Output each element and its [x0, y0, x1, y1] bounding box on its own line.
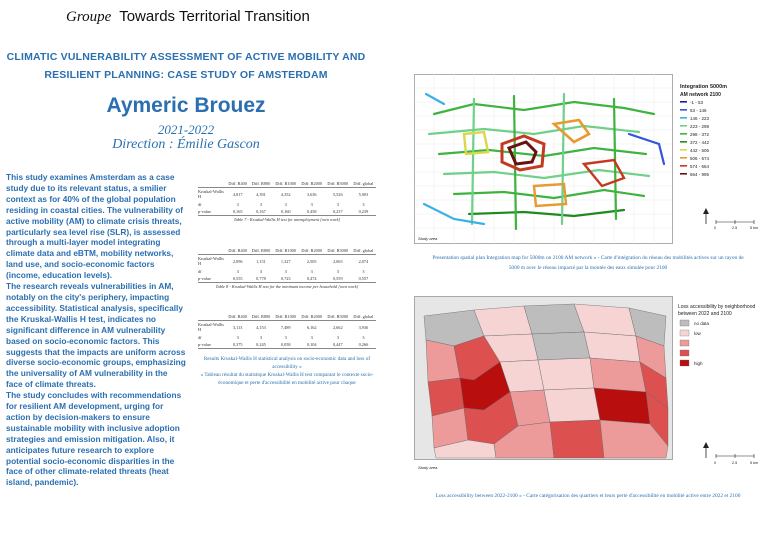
table-cell: 3,113	[232, 324, 243, 330]
column-header: Diff. R800	[249, 313, 272, 321]
column-header: Diff. R800	[249, 180, 272, 188]
legend-item	[680, 116, 710, 121]
table-row	[198, 275, 376, 283]
table-row	[198, 341, 376, 349]
table-cell: 4,817	[232, 191, 243, 197]
column-header: Diff. R400	[226, 313, 249, 321]
legend-item	[680, 108, 707, 113]
column-header: Diff. R5000	[325, 180, 351, 188]
table-row	[198, 267, 376, 274]
legend-title: Integration 5000m	[680, 84, 728, 90]
legend-item	[680, 360, 703, 366]
legend-label: 442 - 506	[690, 148, 710, 153]
legend-label: low	[694, 331, 701, 336]
organization-name: Towards Territorial Transition	[119, 8, 310, 25]
table-cell: 6,162	[306, 324, 317, 330]
legend-label: high	[694, 361, 703, 366]
table-row	[198, 188, 376, 201]
integration-map	[414, 74, 762, 244]
table-cell: 0,723	[273, 275, 299, 283]
map2-legend	[678, 304, 755, 366]
table-cell: 3	[259, 201, 263, 207]
loss-accessibility-map	[414, 296, 762, 474]
scale-label: 0	[714, 461, 717, 465]
supervisor: Direction : Émilie Gascon	[112, 137, 260, 152]
kruskal-table-education	[198, 313, 376, 349]
legend-subtitle: between 2022 and 2100	[678, 311, 732, 317]
table-cell: 2,074	[358, 258, 369, 264]
legend-label: 574 - 664	[690, 164, 710, 169]
study-area-label: Study area	[418, 465, 438, 470]
column-header: Diff. global	[351, 247, 376, 255]
north-arrow-icon	[703, 208, 709, 224]
table-cell: 3	[236, 334, 239, 340]
legend-label: 372 - 442	[690, 140, 710, 145]
column-header: Diff. R1000	[273, 180, 299, 188]
table-cell: 0,058	[273, 341, 299, 349]
column-header	[198, 247, 226, 255]
legend-label: -1 - 53	[690, 100, 704, 105]
column-header: Diff. R400	[226, 180, 249, 188]
table-row	[198, 200, 376, 207]
scale-bar	[714, 220, 758, 230]
tables-caption-fr: « Tableau résultat du statistique Kruskal-Wallis H test comparant le contexte socio-économique et perte d'accessibilité en mobilité active pour chaque	[200, 372, 374, 386]
table-cell: 0,237	[325, 208, 351, 216]
table-cell: 4,352	[280, 191, 291, 197]
author-name: Aymeric Brouez	[106, 94, 266, 117]
legend-item	[680, 132, 710, 137]
legend-label: 146 - 223	[690, 116, 710, 121]
row-label: df	[198, 201, 202, 207]
row-label: Kruskal-Wallis H	[198, 189, 224, 200]
table-cell: 0,167	[249, 208, 272, 216]
scale-label: 5 km	[750, 226, 759, 230]
legend-item	[680, 124, 710, 129]
table-cell: 3	[310, 268, 313, 274]
table-cell: 3	[362, 268, 365, 274]
group-label: Groupe	[66, 9, 112, 25]
table-cell: 3	[236, 268, 239, 274]
table-cell: 3	[336, 334, 339, 340]
kruskal-table-unemployment	[198, 180, 376, 222]
abstract-paragraph: The research reveals vulnerabilities in AM, notably on the city's periphery, impacting accessibility. Statistical analysis, specifically the Kruskal-Wallis H test, indicates no significant difference in AM vulnerability based on socio-economic factors. This suggests that the impacts are uniform across diverse socio-economic groups, emphasizing the universality of AM vulnerability in the face of climate threats.	[6, 281, 186, 390]
table-cell: 0,557	[351, 275, 376, 283]
column-header: Diff. R400	[226, 247, 249, 255]
table-cell: 3	[259, 334, 263, 340]
table-cell: 3	[336, 201, 339, 207]
scale-label: 5 km	[750, 461, 759, 465]
table-cell: 0,559	[325, 275, 351, 283]
legend-label: 506 - 574	[690, 156, 710, 161]
tables-summary-caption	[196, 355, 378, 387]
table-cell: 5,903	[358, 191, 369, 197]
map1-legend	[680, 84, 727, 177]
integration-map-caption	[412, 253, 764, 273]
legend-item	[680, 340, 689, 346]
thesis-title	[0, 48, 372, 84]
legend-item	[680, 350, 689, 356]
abstract-paragraph: The study concludes with recommendations for resilient AM development, urging for action by decision-makers to ensure sustainable mobility with inclusive adoption strategies and emission mitigation. Also, it anticipates future research to explore potential socio-economic disparities in the face of other climate-related threats (heat island, pandemic).	[6, 390, 182, 488]
column-header: Diff. R1000	[273, 247, 299, 255]
column-header: Diff. R2000	[299, 180, 325, 188]
table-cell: 2,505	[306, 258, 317, 264]
table-cell: 1,327	[280, 258, 291, 264]
table-cell: 2,662	[332, 324, 343, 330]
row-label: df	[198, 268, 202, 274]
scale-label: 2.5	[732, 226, 738, 230]
table-cell: 3,636	[306, 191, 317, 197]
legend-item	[680, 156, 710, 161]
loss-map-caption: Loss accessibility between 2022-2100 » - Carte catégorisation des quartiers et leurs perte d'accessibilité en mobilité active entre 2022 et 2100	[435, 493, 741, 499]
table-cell: 0,266	[351, 341, 376, 349]
header	[66, 8, 310, 26]
table-row	[198, 208, 376, 216]
kruskal-table-income	[198, 247, 376, 289]
table-cell: 0,474	[299, 275, 325, 283]
legend-label: 664 - 995	[690, 172, 710, 177]
row-label: Kruskal-Wallis H	[198, 256, 224, 267]
tables-caption-en: Results Kruskal-Wallis H statistical analysis on socio-economic data and loss of accessibility »	[203, 356, 371, 370]
table-caption: Table 7 - Kruskal-Wallis H test for unemployment [own work]	[233, 217, 341, 223]
legend-label: no data	[694, 321, 710, 326]
table-cell: 0,104	[299, 341, 325, 349]
column-header: Diff. R5000	[325, 313, 351, 321]
table-cell: 2,065	[332, 258, 343, 264]
column-header: Diff. R2000	[299, 247, 325, 255]
table-cell: 0,555	[226, 275, 249, 283]
table-row	[198, 255, 376, 268]
table-cell: 3	[362, 334, 365, 340]
column-header: Diff. global	[351, 180, 376, 188]
table-cell: 0,245	[249, 341, 272, 349]
abstract	[6, 172, 186, 488]
table-cell: 3	[310, 201, 313, 207]
table-cell: 3	[236, 201, 239, 207]
table-cell: 5,526	[332, 191, 343, 197]
table-cell: 3	[362, 201, 365, 207]
table-caption: Table 8 - Kruskal-Wallis H test for the minimum income per household [own work]	[215, 284, 359, 290]
column-header	[198, 180, 226, 188]
scale-bar	[714, 454, 758, 465]
row-label: p-value	[198, 341, 226, 349]
legend-title: Loss accessibility by neighborhood	[678, 304, 756, 310]
thesis-title-line-2: RESILIENT PLANNING: CASE STUDY OF AMSTERDAM	[44, 69, 328, 81]
table-cell: 0,778	[249, 275, 272, 283]
abstract-paragraph: This study examines Amsterdam as a case study due to its relevant status, a smilier context as for 40% of the global population residing in coastal cities. The vulnerability of active mobility (AM) to climate crisis threats, particularly sea level rise (SLR), is assessed through a multi-layer model integrating climate data and eBTM, mobility networks, land use, and socio-economic factors (income, education levels).	[6, 172, 184, 281]
legend-item	[680, 140, 710, 145]
table-cell: 2,096	[232, 258, 243, 264]
neighborhoods	[424, 304, 668, 458]
legend-item	[680, 100, 704, 105]
column-header: Diff. global	[351, 313, 376, 321]
study-area-label: Study area	[418, 236, 438, 241]
table-cell: 1,151	[256, 258, 266, 264]
column-header: Diff. R800	[249, 247, 272, 255]
legend-item	[680, 148, 710, 153]
table-cell: 0,447	[325, 341, 351, 349]
row-label: df	[198, 334, 202, 340]
table-cell: 4,391	[256, 191, 266, 197]
legend-subtitle: AM network 2100	[680, 92, 721, 98]
column-header: Diff. R5000	[325, 247, 351, 255]
column-header: Diff. R1000	[273, 313, 299, 321]
row-label: p-value	[198, 208, 226, 216]
legend-item	[680, 172, 710, 177]
legend-item	[680, 320, 710, 326]
row-label: Kruskal-Wallis H	[198, 322, 224, 333]
row-label: p-value	[198, 275, 226, 283]
table-cell: 0,239	[351, 208, 376, 216]
table-cell: 0,160	[273, 208, 299, 216]
table-row	[198, 333, 376, 340]
thesis-title-line-1: CLIMATIC VULNERABILITY ASSESSMENT OF ACTIVE MOBILITY AND	[6, 51, 366, 63]
scale-label: 2.5	[732, 461, 738, 465]
legend-label: 223 - 298	[690, 124, 710, 129]
legend-label: 298 - 372	[690, 132, 710, 137]
table-cell: 0,375	[226, 341, 249, 349]
north-arrow-icon	[703, 442, 709, 458]
table-row	[198, 321, 376, 334]
table-cell: 3	[336, 268, 339, 274]
column-header	[198, 313, 226, 321]
table-cell: 3	[284, 201, 287, 207]
table-cell: 3	[310, 334, 313, 340]
table-cell: 7,489	[280, 324, 291, 330]
table-cell: 3	[259, 268, 263, 274]
table-cell: 4,153	[256, 324, 266, 330]
academic-years: 2021-2022	[157, 122, 215, 137]
map-caption-line: 5000 m avec le réseau impacté par la montée des eaux simulée pour 2100	[508, 265, 668, 271]
legend-item	[680, 330, 702, 336]
column-header: Diff. R2000	[299, 313, 325, 321]
table-cell: 3	[284, 268, 287, 274]
legend-label: 53 - 146	[690, 108, 707, 113]
scale-label: 0	[714, 226, 717, 230]
legend-item	[680, 164, 710, 169]
table-cell: 0,458	[299, 208, 325, 216]
table-cell: 3,936	[358, 324, 369, 330]
map-caption-line: Presentation spatial plan Integration map for 5000m on 2100 AM network » - Carte d'intégration du réseau des mobilités actives sur un rayon de	[432, 255, 744, 261]
table-cell: 3	[284, 334, 287, 340]
table-cell: 0,165	[226, 208, 249, 216]
